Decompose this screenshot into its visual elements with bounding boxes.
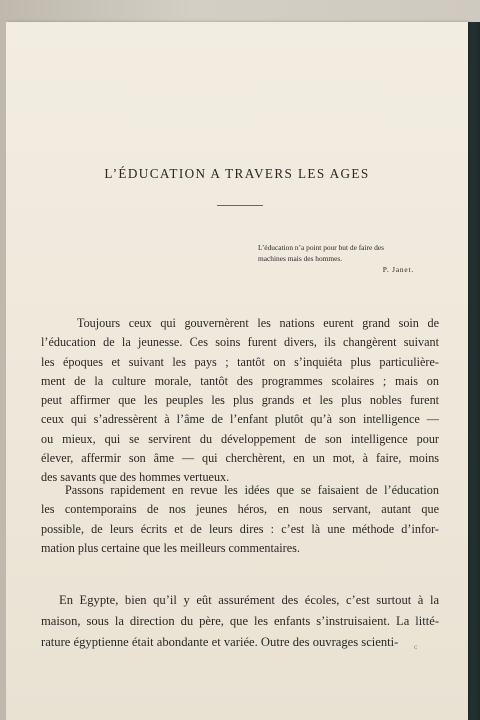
epigraph — [258, 242, 438, 275]
paragraph-line: En Egypte, bien qu’il y eût assurément des écoles, c’est surtout à la — [59, 593, 440, 607]
paragraph-line: Toujours ceux qui gouvernèrent les nations eurent grand soin de — [77, 316, 439, 330]
paragraph-line: les époques et suivant les pays ; tantôt on s’inquiéta plus particulière- — [41, 354, 439, 369]
paragraph-line: possible, de leurs écrits et de leurs dires : c’est là une méthode d’infor- — [41, 521, 439, 536]
epigraph-author: P. Janet. — [382, 265, 414, 274]
paragraph-line: peut affirmer que les peuples les plus grands et les plus nobles furent — [41, 393, 440, 408]
paragraph-line: maison, sous la direction du père, que les enfants s’instruisaient. La litté- — [41, 614, 440, 628]
paragraph-line: mation plus certaine que les meilleurs commentaires. — [41, 540, 300, 555]
book-page — [6, 22, 468, 720]
paragraph-2 — [41, 481, 439, 558]
paragraph-3 — [41, 590, 439, 653]
epigraph-line: L’éducation n’a point pour but de faire des — [258, 243, 384, 252]
title-rule — [217, 205, 263, 206]
epigraph-line: machines mais des hommes. — [258, 254, 343, 263]
page-mark: c — [414, 644, 418, 651]
paragraph-line: ment de la culture morale, tantôt des programmes scolaires ; mais on — [41, 373, 439, 388]
paragraph-line: rature égyptienne était abondante et variée. Outre des ouvrages scienti- — [41, 635, 399, 649]
paragraph-line: des savants que des hommes vertueux. — [41, 470, 230, 485]
paragraph-line: élever, affermir son âme — qui cherchèrent, en un mot, à faire, moins — [41, 451, 440, 466]
paragraph-line: l’éducation de la jeunesse. Ces soins furent divers, ils changèrent suivant — [41, 335, 439, 350]
chapter-title: L’ÉDUCATION A TRAVERS LES AGES — [104, 166, 370, 181]
paragraph-line: les contemporains de nos jeunes héros, en nous servant, autant que — [41, 502, 440, 517]
paragraph-line: Passons rapidement en revue les idées que se faisaient de l’éducation — [65, 483, 439, 497]
paragraph-line: ou mieux, qui se servirent du développement de son intelligence pour — [41, 431, 439, 446]
paragraph-1 — [41, 314, 439, 488]
paragraph-line: ceux qui s’adressèrent à l’âme de l’enfant plutôt qu’à son intelligence — — [41, 412, 439, 427]
